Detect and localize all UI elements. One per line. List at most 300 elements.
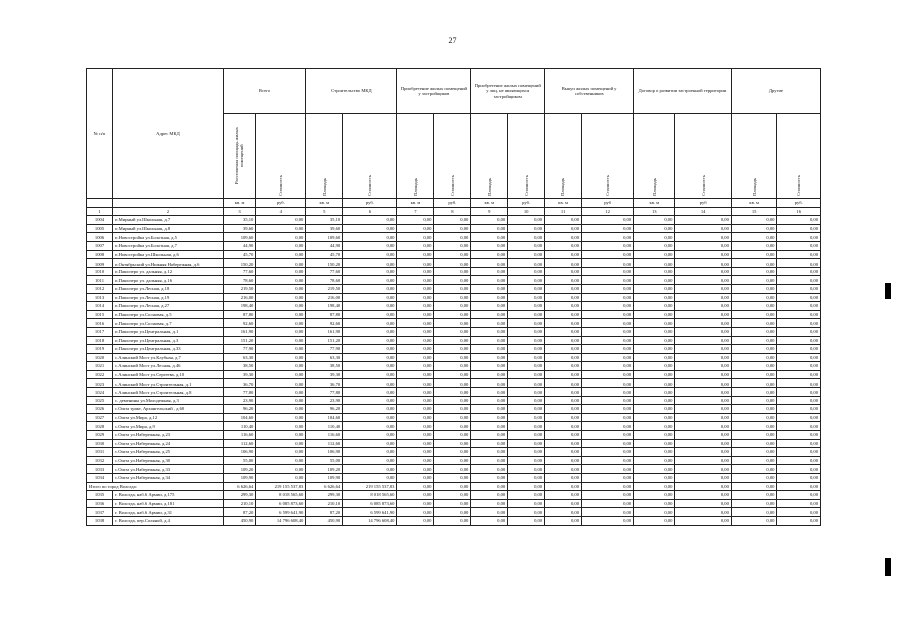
row-zero-value: 0,00 xyxy=(582,276,634,285)
row-zero-value: 0,00 xyxy=(731,276,777,285)
row-zero-value: 0,00 xyxy=(731,388,777,397)
row-address: с.Ошта ул.Набережная, д.33 xyxy=(113,465,224,474)
row-construction-cost: 0,00 xyxy=(343,345,397,354)
row-construction-area: 112,60 xyxy=(306,439,343,448)
row-zero-value: 0,00 xyxy=(675,284,731,293)
row-zero-value: 0,00 xyxy=(582,405,634,414)
row-number: 1021 xyxy=(87,362,113,371)
table-row xyxy=(87,516,821,525)
table-row xyxy=(87,474,821,483)
row-address: п.Пашозеро ул. дальняя, д.12 xyxy=(113,267,224,276)
row-zero-value: 0,00 xyxy=(545,319,582,328)
row-zero-value: 0,00 xyxy=(508,302,545,311)
row-zero-value: 0,00 xyxy=(545,336,582,345)
row-zero-value: 0,00 xyxy=(397,448,434,457)
total-construction-cost: 219 155 537,83 xyxy=(343,482,397,491)
row-zero-value: 0,00 xyxy=(634,448,675,457)
row-relocation-area: 219,50 xyxy=(223,284,256,293)
row-zero-value: 0,00 xyxy=(777,250,821,259)
row-zero-value: 0,00 xyxy=(471,396,508,405)
row-zero-value: 0,00 xyxy=(675,413,731,422)
total-area: 6 626,64 xyxy=(223,482,256,491)
unit-cell: руб. xyxy=(508,199,545,208)
table-row xyxy=(87,413,821,422)
row-zero-value: 0,00 xyxy=(634,362,675,371)
row-zero-value: 0,00 xyxy=(508,293,545,302)
row-total-cost: 8 018 565,60 xyxy=(256,491,306,500)
row-zero-value: 0,00 xyxy=(731,439,777,448)
row-number: 1020 xyxy=(87,353,113,362)
row-construction-cost: 0,00 xyxy=(343,233,397,242)
units-row xyxy=(87,199,821,208)
row-zero-value: 0,00 xyxy=(471,422,508,431)
table-row xyxy=(87,250,821,259)
row-zero-value: 0,00 xyxy=(434,319,471,328)
row-construction-area: 36,70 xyxy=(306,379,343,388)
row-zero-value: 0,00 xyxy=(777,456,821,465)
row-number: 1035 xyxy=(87,491,113,500)
row-zero-value: 0,00 xyxy=(545,284,582,293)
total-zero-value: 0,00 xyxy=(675,482,731,491)
row-total-cost: 0,00 xyxy=(256,250,306,259)
row-zero-value: 0,00 xyxy=(582,284,634,293)
row-relocation-area: 112,60 xyxy=(223,439,256,448)
row-zero-value: 0,00 xyxy=(508,456,545,465)
row-zero-value: 0,00 xyxy=(545,422,582,431)
row-zero-value: 0,00 xyxy=(731,336,777,345)
row-address: с. деменины ул.Молодежная, д.3 xyxy=(113,396,224,405)
header-no: № п/п xyxy=(87,69,113,199)
row-zero-value: 0,00 xyxy=(777,448,821,457)
row-zero-value: 0,00 xyxy=(634,439,675,448)
row-zero-value: 0,00 xyxy=(434,267,471,276)
row-zero-value: 0,00 xyxy=(731,516,777,525)
row-zero-value: 0,00 xyxy=(545,379,582,388)
row-construction-cost: 0,00 xyxy=(343,336,397,345)
row-zero-value: 0,00 xyxy=(471,319,508,328)
row-zero-value: 0,00 xyxy=(634,233,675,242)
row-relocation-area: 87,80 xyxy=(223,310,256,319)
total-construction-area: 6 626,64 xyxy=(306,482,343,491)
row-total-cost: 0,00 xyxy=(256,405,306,414)
row-address: с.Алинский Мост ул.Строительная, д.8 xyxy=(113,388,224,397)
row-zero-value: 0,00 xyxy=(675,448,731,457)
table-row xyxy=(87,448,821,457)
row-zero-value: 0,00 xyxy=(675,439,731,448)
row-total-cost: 0,00 xyxy=(256,370,306,379)
row-address: с.Алинский Мост ул.Строительная, д.1 xyxy=(113,379,224,388)
row-zero-value: 0,00 xyxy=(777,405,821,414)
row-zero-value: 0,00 xyxy=(582,267,634,276)
row-zero-value: 0,00 xyxy=(634,422,675,431)
row-number: 1005 xyxy=(87,224,113,233)
row-construction-area: 87,20 xyxy=(306,508,343,517)
row-zero-value: 0,00 xyxy=(508,250,545,259)
column-number: 15 xyxy=(731,207,777,216)
row-total-cost: 0,00 xyxy=(256,216,306,225)
row-construction-cost: 0,00 xyxy=(343,267,397,276)
table-row xyxy=(87,319,821,328)
row-zero-value: 0,00 xyxy=(471,345,508,354)
row-address: п.Пашозеро ул.Сосновая, д.5 xyxy=(113,310,224,319)
table-row xyxy=(87,396,821,405)
total-zero-value: 0,00 xyxy=(731,482,777,491)
row-address: п.Пашозеро ул.Центральная, д.1 xyxy=(113,327,224,336)
header-area: Площадь xyxy=(634,114,675,199)
row-construction-cost: 0,00 xyxy=(343,370,397,379)
row-construction-cost: 8 018 565,60 xyxy=(343,491,397,500)
row-zero-value: 0,00 xyxy=(397,516,434,525)
column-number: 10 xyxy=(508,207,545,216)
row-address: г. Вологда, наб.6 Армии, д.31 xyxy=(113,508,224,517)
row-zero-value: 0,00 xyxy=(634,259,675,268)
row-zero-value: 0,00 xyxy=(634,216,675,225)
row-zero-value: 0,00 xyxy=(397,216,434,225)
row-zero-value: 0,00 xyxy=(582,456,634,465)
row-construction-cost: 0,00 xyxy=(343,362,397,371)
row-zero-value: 0,00 xyxy=(582,370,634,379)
row-construction-area: 299,30 xyxy=(306,491,343,500)
row-zero-value: 0,00 xyxy=(471,310,508,319)
total-zero-value: 0,00 xyxy=(397,482,434,491)
table-row xyxy=(87,241,821,250)
row-relocation-area: 92,60 xyxy=(223,319,256,328)
row-zero-value: 0,00 xyxy=(471,267,508,276)
row-zero-value: 0,00 xyxy=(675,345,731,354)
row-relocation-area: 96,20 xyxy=(223,405,256,414)
row-construction-cost: 0,00 xyxy=(343,422,397,431)
row-zero-value: 0,00 xyxy=(777,259,821,268)
row-zero-value: 0,00 xyxy=(397,302,434,311)
row-relocation-area: 78,60 xyxy=(223,276,256,285)
row-zero-value: 0,00 xyxy=(777,284,821,293)
row-construction-area: 109,20 xyxy=(306,465,343,474)
row-relocation-area: 450,90 xyxy=(223,516,256,525)
row-address: п.Пашозеро ул. дальняя, д.16 xyxy=(113,276,224,285)
row-zero-value: 0,00 xyxy=(634,284,675,293)
row-zero-value: 0,00 xyxy=(434,431,471,440)
table-row xyxy=(87,491,821,500)
row-zero-value: 0,00 xyxy=(675,379,731,388)
row-total-cost: 0,00 xyxy=(256,388,306,397)
unit-cell: руб. xyxy=(343,199,397,208)
header-relocation-area: Расселяемая площадь жилых помещений xyxy=(223,114,256,199)
row-zero-value: 0,00 xyxy=(582,302,634,311)
row-zero-value: 0,00 xyxy=(508,379,545,388)
row-number: 1007 xyxy=(87,241,113,250)
row-zero-value: 0,00 xyxy=(508,276,545,285)
row-zero-value: 0,00 xyxy=(545,241,582,250)
row-total-cost: 0,00 xyxy=(256,233,306,242)
row-construction-cost: 0,00 xyxy=(343,396,397,405)
row-total-cost: 0,00 xyxy=(256,422,306,431)
row-number: 1033 xyxy=(87,465,113,474)
row-zero-value: 0,00 xyxy=(582,250,634,259)
row-zero-value: 0,00 xyxy=(582,422,634,431)
row-number: 1014 xyxy=(87,302,113,311)
column-number: 8 xyxy=(434,207,471,216)
row-construction-area: 106,90 xyxy=(306,448,343,457)
row-zero-value: 0,00 xyxy=(508,396,545,405)
table-row xyxy=(87,362,821,371)
row-construction-area: 109,60 xyxy=(306,233,343,242)
row-zero-value: 0,00 xyxy=(731,456,777,465)
row-zero-value: 0,00 xyxy=(731,345,777,354)
row-relocation-area: 106,90 xyxy=(223,448,256,457)
row-number: 1006 xyxy=(87,233,113,242)
row-zero-value: 0,00 xyxy=(434,499,471,508)
total-zero-value: 0,00 xyxy=(582,482,634,491)
header-group-buyout: Выкуп жилых помещений у собственников xyxy=(545,69,634,114)
row-zero-value: 0,00 xyxy=(434,241,471,250)
row-number: 1012 xyxy=(87,284,113,293)
row-zero-value: 0,00 xyxy=(471,233,508,242)
row-zero-value: 0,00 xyxy=(471,474,508,483)
row-relocation-area: 116,60 xyxy=(223,431,256,440)
row-zero-value: 0,00 xyxy=(731,499,777,508)
row-construction-cost: 0,00 xyxy=(343,327,397,336)
header-area: Площадь xyxy=(471,114,508,199)
row-zero-value: 0,00 xyxy=(397,491,434,500)
row-construction-area: 116,60 xyxy=(306,431,343,440)
row-relocation-area: 55,00 xyxy=(223,456,256,465)
row-relocation-area: 198,40 xyxy=(223,302,256,311)
row-zero-value: 0,00 xyxy=(397,353,434,362)
row-zero-value: 0,00 xyxy=(434,379,471,388)
row-zero-value: 0,00 xyxy=(634,474,675,483)
table-row xyxy=(87,302,821,311)
total-row xyxy=(87,482,821,491)
row-number: 1015 xyxy=(87,310,113,319)
row-relocation-area: 23,90 xyxy=(223,396,256,405)
row-zero-value: 0,00 xyxy=(434,276,471,285)
row-zero-value: 0,00 xyxy=(397,439,434,448)
row-zero-value: 0,00 xyxy=(545,508,582,517)
row-zero-value: 0,00 xyxy=(731,379,777,388)
row-address: п.Пашозеро ул.Сосновая, д.7 xyxy=(113,319,224,328)
row-number: 1030 xyxy=(87,439,113,448)
row-zero-value: 0,00 xyxy=(397,405,434,414)
row-total-cost: 0,00 xyxy=(256,310,306,319)
row-zero-value: 0,00 xyxy=(545,405,582,414)
row-zero-value: 0,00 xyxy=(397,336,434,345)
row-zero-value: 0,00 xyxy=(397,310,434,319)
row-zero-value: 0,00 xyxy=(675,336,731,345)
row-zero-value: 0,00 xyxy=(582,233,634,242)
row-zero-value: 0,00 xyxy=(508,465,545,474)
row-zero-value: 0,00 xyxy=(471,284,508,293)
row-zero-value: 0,00 xyxy=(508,336,545,345)
row-zero-value: 0,00 xyxy=(434,250,471,259)
header-total-cost: Стоимость xyxy=(256,114,306,199)
row-construction-area: 216,00 xyxy=(306,293,343,302)
row-zero-value: 0,00 xyxy=(434,293,471,302)
row-zero-value: 0,00 xyxy=(508,267,545,276)
row-zero-value: 0,00 xyxy=(777,345,821,354)
row-address: г. Вологда, наб.6 Армии, д.175 xyxy=(113,491,224,500)
row-zero-value: 0,00 xyxy=(731,508,777,517)
header-cost: Стоимость xyxy=(675,114,731,199)
row-zero-value: 0,00 xyxy=(777,413,821,422)
row-zero-value: 0,00 xyxy=(508,327,545,336)
row-zero-value: 0,00 xyxy=(434,327,471,336)
row-relocation-area: 77,90 xyxy=(223,345,256,354)
row-zero-value: 0,00 xyxy=(471,259,508,268)
row-zero-value: 0,00 xyxy=(777,241,821,250)
row-zero-value: 0,00 xyxy=(731,431,777,440)
row-zero-value: 0,00 xyxy=(777,431,821,440)
row-zero-value: 0,00 xyxy=(434,448,471,457)
row-total-cost: 0,00 xyxy=(256,336,306,345)
row-zero-value: 0,00 xyxy=(397,456,434,465)
row-zero-value: 0,00 xyxy=(397,259,434,268)
unit-cell: руб. xyxy=(256,199,306,208)
table-row xyxy=(87,508,821,517)
row-address: п.Новостройка ул.Болотная, д.7 xyxy=(113,241,224,250)
row-number: 1009 xyxy=(87,259,113,268)
unit-cell: кв. м xyxy=(731,199,777,208)
row-zero-value: 0,00 xyxy=(508,224,545,233)
row-zero-value: 0,00 xyxy=(471,250,508,259)
row-zero-value: 0,00 xyxy=(545,353,582,362)
row-construction-cost: 0,00 xyxy=(343,431,397,440)
row-zero-value: 0,00 xyxy=(731,491,777,500)
row-total-cost: 0,00 xyxy=(256,284,306,293)
table-row xyxy=(87,216,821,225)
row-zero-value: 0,00 xyxy=(675,250,731,259)
row-zero-value: 0,00 xyxy=(675,499,731,508)
row-zero-value: 0,00 xyxy=(582,516,634,525)
row-relocation-area: 161,90 xyxy=(223,327,256,336)
row-zero-value: 0,00 xyxy=(545,499,582,508)
row-relocation-area: 45,70 xyxy=(223,250,256,259)
row-zero-value: 0,00 xyxy=(434,465,471,474)
row-zero-value: 0,00 xyxy=(675,353,731,362)
row-zero-value: 0,00 xyxy=(397,508,434,517)
row-total-cost: 0,00 xyxy=(256,413,306,422)
row-construction-area: 450,90 xyxy=(306,516,343,525)
row-zero-value: 0,00 xyxy=(582,216,634,225)
row-construction-area: 151,20 xyxy=(306,336,343,345)
row-zero-value: 0,00 xyxy=(731,267,777,276)
row-zero-value: 0,00 xyxy=(634,379,675,388)
row-number: 1026 xyxy=(87,405,113,414)
row-zero-value: 0,00 xyxy=(582,396,634,405)
row-zero-value: 0,00 xyxy=(777,310,821,319)
row-zero-value: 0,00 xyxy=(582,293,634,302)
row-zero-value: 0,00 xyxy=(471,413,508,422)
row-construction-area: 39,30 xyxy=(306,370,343,379)
row-zero-value: 0,00 xyxy=(397,267,434,276)
header-group-construction: Строительство МКД xyxy=(306,69,397,114)
row-zero-value: 0,00 xyxy=(545,327,582,336)
table-row xyxy=(87,405,821,414)
row-zero-value: 0,00 xyxy=(397,327,434,336)
unit-cell: кв. м xyxy=(471,199,508,208)
row-zero-value: 0,00 xyxy=(545,259,582,268)
row-relocation-area: 150,20 xyxy=(223,259,256,268)
row-construction-cost: 0,00 xyxy=(343,353,397,362)
row-zero-value: 0,00 xyxy=(777,327,821,336)
row-construction-cost: 0,00 xyxy=(343,456,397,465)
row-zero-value: 0,00 xyxy=(675,233,731,242)
row-zero-value: 0,00 xyxy=(675,431,731,440)
table-row xyxy=(87,456,821,465)
row-zero-value: 0,00 xyxy=(545,276,582,285)
row-zero-value: 0,00 xyxy=(675,465,731,474)
row-relocation-area: 39,60 xyxy=(223,224,256,233)
row-zero-value: 0,00 xyxy=(508,362,545,371)
row-zero-value: 0,00 xyxy=(397,224,434,233)
row-zero-value: 0,00 xyxy=(508,413,545,422)
row-zero-value: 0,00 xyxy=(777,388,821,397)
row-zero-value: 0,00 xyxy=(675,370,731,379)
row-zero-value: 0,00 xyxy=(634,508,675,517)
row-zero-value: 0,00 xyxy=(582,224,634,233)
row-zero-value: 0,00 xyxy=(434,396,471,405)
row-zero-value: 0,00 xyxy=(397,241,434,250)
row-construction-cost: 0,00 xyxy=(343,216,397,225)
row-zero-value: 0,00 xyxy=(471,302,508,311)
row-zero-value: 0,00 xyxy=(675,310,731,319)
row-zero-value: 0,00 xyxy=(675,276,731,285)
row-number: 1011 xyxy=(87,276,113,285)
row-total-cost: 0,00 xyxy=(256,362,306,371)
row-zero-value: 0,00 xyxy=(675,362,731,371)
row-construction-area: 38,50 xyxy=(306,362,343,371)
table-row xyxy=(87,276,821,285)
row-zero-value: 0,00 xyxy=(545,250,582,259)
table-row xyxy=(87,465,821,474)
row-zero-value: 0,00 xyxy=(634,499,675,508)
row-total-cost: 0,00 xyxy=(256,224,306,233)
row-zero-value: 0,00 xyxy=(545,267,582,276)
row-number: 1032 xyxy=(87,456,113,465)
row-zero-value: 0,00 xyxy=(545,413,582,422)
row-total-cost: 0,00 xyxy=(256,431,306,440)
row-number: 1025 xyxy=(87,396,113,405)
row-zero-value: 0,00 xyxy=(777,293,821,302)
row-zero-value: 0,00 xyxy=(434,224,471,233)
row-zero-value: 0,00 xyxy=(397,474,434,483)
row-zero-value: 0,00 xyxy=(582,327,634,336)
row-zero-value: 0,00 xyxy=(434,362,471,371)
row-zero-value: 0,00 xyxy=(634,336,675,345)
row-total-cost: 0,00 xyxy=(256,267,306,276)
row-zero-value: 0,00 xyxy=(582,379,634,388)
row-construction-cost: 0,00 xyxy=(343,465,397,474)
row-zero-value: 0,00 xyxy=(508,508,545,517)
row-number: 1031 xyxy=(87,448,113,457)
row-zero-value: 0,00 xyxy=(777,216,821,225)
row-zero-value: 0,00 xyxy=(731,216,777,225)
column-number: 5 xyxy=(306,207,343,216)
row-zero-value: 0,00 xyxy=(634,250,675,259)
row-zero-value: 0,00 xyxy=(434,439,471,448)
row-relocation-area: 216,00 xyxy=(223,293,256,302)
column-number: 12 xyxy=(582,207,634,216)
row-address: с.Ошта ул.Набережная, д.23 xyxy=(113,431,224,440)
row-total-cost: 0,00 xyxy=(256,327,306,336)
row-number: 1037 xyxy=(87,508,113,517)
total-zero-value: 0,00 xyxy=(434,482,471,491)
row-zero-value: 0,00 xyxy=(731,327,777,336)
row-zero-value: 0,00 xyxy=(508,474,545,483)
row-address: с.Алинский Мост ул.Сергеева, д.10 xyxy=(113,370,224,379)
page-number: 27 xyxy=(448,36,457,45)
row-construction-area: 77,80 xyxy=(306,388,343,397)
row-zero-value: 0,00 xyxy=(508,310,545,319)
